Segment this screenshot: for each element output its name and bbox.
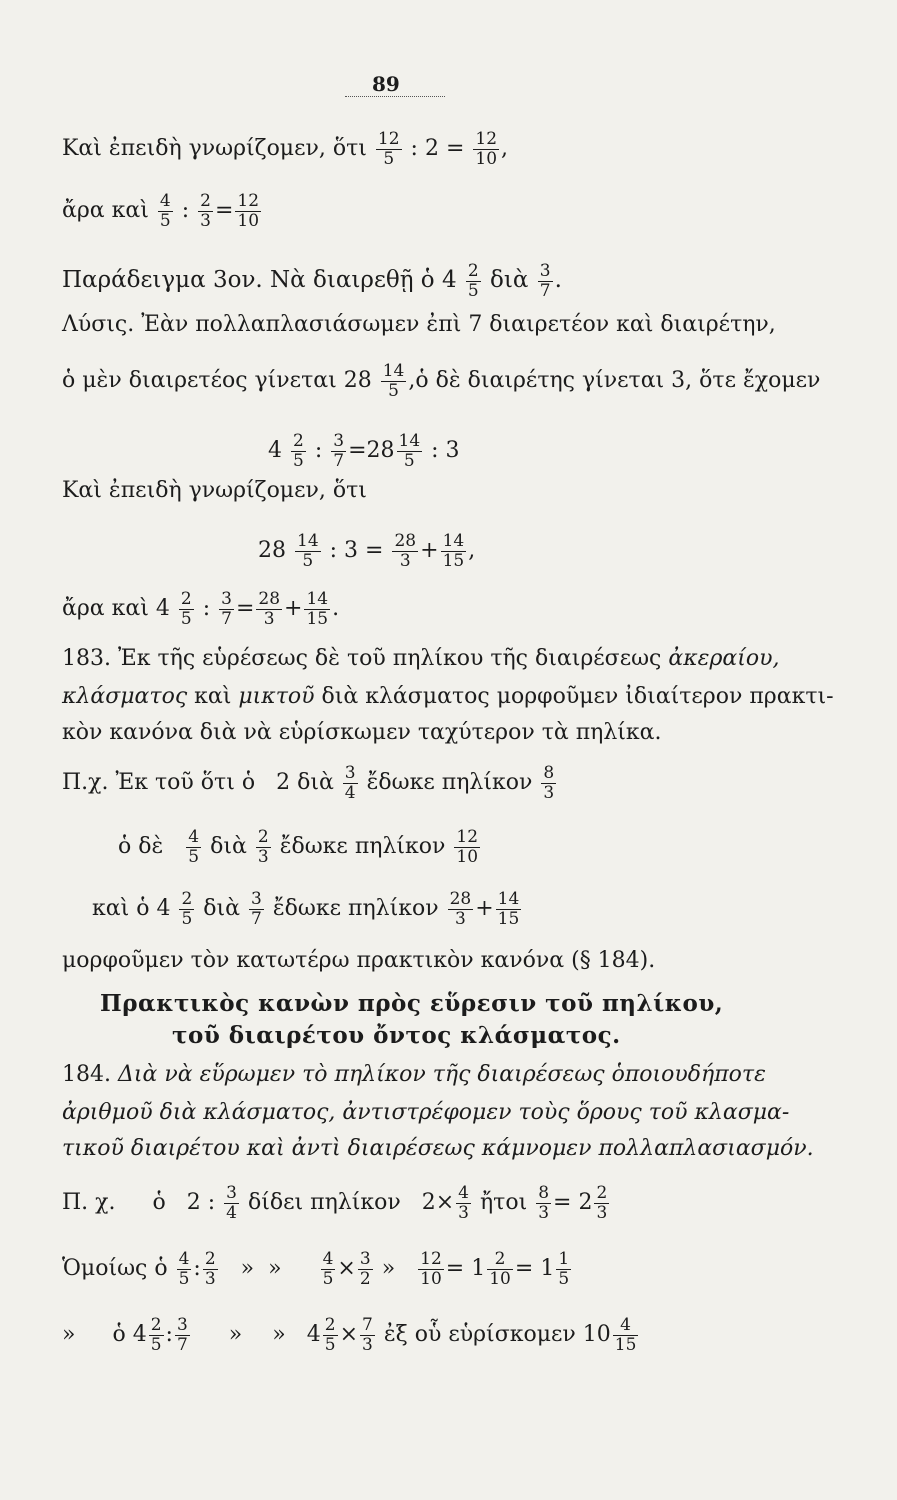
rule-example-3: » ὁ 4 $\frac{2}{5}$ : $\frac{3}{7}$ » » 4 $\frac{2}{5}$ × $\frac{7}{3}$ ἐξ οὗ εὑρίσκομεν 10 $\frac{4}{15}$ — [62, 1315, 637, 1355]
paragraph-183-line-2: κλάσματος καὶ μικτοῦ διὰ κλάσματος μορφοῦμεν ἰδιαίτερον πρακτι- — [62, 684, 834, 709]
fraction: $\frac{3}{7}$ — [539, 261, 551, 301]
header-rule — [345, 96, 445, 97]
fraction: $\frac{4}{5}$ — [188, 827, 200, 867]
fraction: $\frac{2}{5}$ — [150, 1315, 162, 1355]
paragraph-184-line-1: 184. Διὰ νὰ εὕρωμεν τὸ πηλίκον τῆς διαιρέσεως ὁποιουδήποτε — [62, 1062, 766, 1087]
fraction: $\frac{1}{5}$ — [558, 1249, 570, 1289]
fraction: $\frac{3}{7}$ — [251, 889, 262, 929]
fraction: $\frac{14}{5}$ — [398, 431, 421, 471]
fraction: $\frac{12}{10}$ — [237, 191, 260, 231]
fraction: $\frac{2}{5}$ — [467, 261, 479, 301]
example-line-3: καὶ ὁ 4 $\frac{2}{5}$ διὰ $\frac{3}{7}$ ἔδωκε πηλίκον $\frac{28}{3}$ + $\frac{14}{15}$ — [92, 889, 520, 929]
fraction: $\frac{8}{3}$ — [543, 763, 555, 803]
fraction: $\frac{28}{3}$ — [258, 589, 281, 629]
fraction: $\frac{2}{5}$ — [293, 431, 304, 471]
fraction: $\frac{3}{7}$ — [333, 431, 345, 471]
fraction: $\frac{4}{3}$ — [458, 1183, 469, 1223]
paragraph-184-line-2: ἀριθμοῦ διὰ κλάσματος, ἀντιστρέφομεν τοὺς ὅρους τοῦ κλασμα- — [62, 1100, 790, 1125]
fraction: $\frac{28}{3}$ — [394, 531, 417, 571]
fraction: $\frac{4}{5}$ — [178, 1249, 190, 1289]
fraction: $\frac{2}{3}$ — [257, 827, 269, 867]
fraction: $\frac{2}{3}$ — [200, 191, 211, 231]
rule-example-2: Ὁμοίως ὁ $\frac{4}{5}$ : $\frac{2}{3}$ » » $\frac{4}{5}$ × $\frac{3}{2}$ » $\frac{12}{10}$ = 1 $\frac{2}{10}$ = 1 $\frac{1}{5}$ — [62, 1249, 570, 1289]
text: : 2 = — [410, 136, 465, 162]
fraction: $\frac{3}{4}$ — [344, 763, 356, 803]
fraction: $\frac{2}{3}$ — [204, 1249, 216, 1289]
line-2: ἄρα καὶ $\frac{4}{5}$ : $\frac{2}{3}$ = $\frac{12}{10}$ — [62, 191, 260, 231]
example-3-heading: Παράδειγμα 3ον. Νὰ διαιρεθῇ ὁ 4 $\frac{2}{5}$ διὰ $\frac{3}{7}$ . — [62, 261, 562, 301]
fraction: $\frac{2}{5}$ — [181, 889, 193, 929]
fraction: $\frac{12}{10}$ — [456, 827, 479, 867]
line-1: Καὶ ἐπειδὴ γνωρίζομεν, ὅτι $\frac{12}{5}$ : 2 = $\frac{12}{10}$ , — [62, 129, 509, 169]
paragraph-183-line-3: κὸν κανόνα διὰ νὰ εὑρίσκωμεν ταχύτερον τὰ πηλίκα. — [62, 720, 662, 745]
fraction: $\frac{14}{15}$ — [442, 531, 465, 571]
text: ἄρα καὶ — [62, 198, 149, 224]
page-number: 89 — [372, 72, 400, 96]
text: Καὶ ἐπειδὴ γνωρίζομεν, ὅτι — [62, 136, 367, 162]
fraction: $\frac{3}{4}$ — [226, 1183, 237, 1223]
fraction: $\frac{28}{3}$ — [449, 889, 472, 929]
line-5: ὁ μὲν διαιρετέος γίνεται 28 $\frac{14}{5}$ ,ὁ δὲ διαιρέτης γίνεται 3, ὅτε ἔχομεν — [62, 361, 821, 401]
rule-reference-line: μορφοῦμεν τὸν κατωτέρω πρακτικὸν κανόνα (§ 184). — [62, 948, 656, 973]
fraction: $\frac{12}{10}$ — [420, 1249, 442, 1289]
rule-example-1: Π. χ. ὁ 2 : $\frac{3}{4}$ δίδει πηλίκον 2× $\frac{4}{3}$ ἤτοι $\frac{8}{3}$ = 2 $\frac{2}{3}$ — [62, 1183, 608, 1223]
example-line-2: ὁ δὲ $\frac{4}{5}$ διὰ $\frac{2}{3}$ ἔδωκε πηλίκον $\frac{12}{10}$ — [118, 827, 479, 867]
equation-3: ἄρα καὶ 4 $\frac{2}{5}$ : $\frac{3}{7}$ = $\frac{28}{3}$ + $\frac{14}{15}$ . — [62, 589, 340, 629]
fraction: $\frac{2}{3}$ — [596, 1183, 608, 1223]
fraction: $\frac{4}{5}$ — [159, 191, 171, 231]
paragraph-184-line-3: τικοῦ διαιρέτου καὶ ἀντὶ διαιρέσεως κάμνομεν πολλαπλασιασμόν. — [62, 1136, 814, 1161]
solution-line: Λύσις. Ἐὰν πολλαπλασιάσωμεν ἐπὶ 7 διαιρετέον καὶ διαιρέτην, — [62, 312, 776, 337]
fraction: $\frac{7}{3}$ — [362, 1315, 373, 1355]
fraction: $\frac{12}{5}$ — [377, 129, 400, 169]
fraction: $\frac{2}{5}$ — [180, 589, 192, 629]
equation-1: 4 $\frac{2}{5}$ : $\frac{3}{7}$ =28 $\frac{14}{5}$ : 3 — [268, 431, 460, 471]
example-line-1: Π.χ. Ἐκ τοῦ ὅτι ὁ 2 διὰ $\frac{3}{4}$ ἔδωκε πηλίκον $\frac{8}{3}$ — [62, 763, 555, 803]
fraction: $\frac{3}{7}$ — [221, 589, 232, 629]
fraction: $\frac{4}{5}$ — [322, 1249, 334, 1289]
equation-2: 28 $\frac{14}{5}$ : 3 = $\frac{28}{3}$ + $\frac{14}{15}$ , — [258, 531, 476, 571]
fraction: $\frac{3}{2}$ — [359, 1249, 371, 1289]
fraction: $\frac{2}{5}$ — [324, 1315, 336, 1355]
fraction: $\frac{2}{10}$ — [489, 1249, 511, 1289]
fraction: $\frac{14}{5}$ — [382, 361, 405, 401]
paragraph-183-line-1: 183. Ἐκ τῆς εὑρέσεως δὲ τοῦ πηλίκου τῆς διαιρέσεως ἀκεραίου, — [62, 646, 780, 671]
fraction: $\frac{14}{15}$ — [497, 889, 520, 929]
fraction: $\frac{12}{10}$ — [475, 129, 498, 169]
section-heading-line-1: Πρακτικὸς κανὼν πρὸς εὕρεσιν τοῦ πηλίκου, — [100, 990, 724, 1017]
section-heading-line-2: τοῦ διαιρέτου ὄντος κλάσματος. — [172, 1022, 621, 1049]
line-7: Καὶ ἐπειδὴ γνωρίζομεν, ὅτι — [62, 478, 367, 503]
fraction: $\frac{14}{15}$ — [306, 589, 329, 629]
fraction: $\frac{3}{7}$ — [176, 1315, 188, 1355]
fraction: $\frac{4}{15}$ — [614, 1315, 637, 1355]
fraction: $\frac{8}{3}$ — [538, 1183, 550, 1223]
fraction: $\frac{14}{5}$ — [297, 531, 319, 571]
